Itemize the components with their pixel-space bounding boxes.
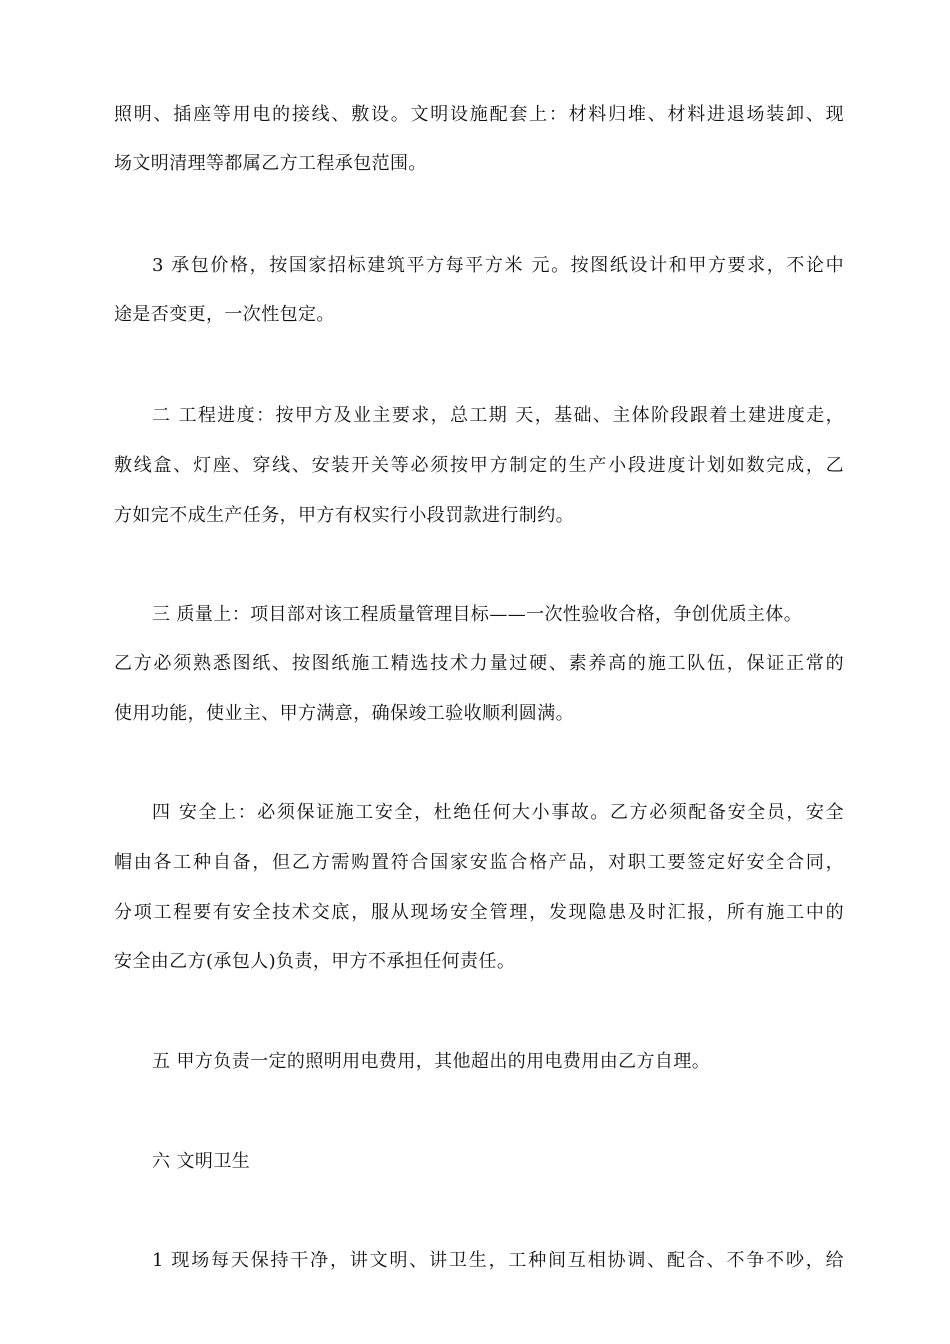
text-line: 1 现场每天保持干净，讲文明、讲卫生，工种间互相协调、配合、不争不吵，给	[152, 1250, 844, 1271]
text-line: 乙方必须熟悉图纸、按图纸施工精选技术力量过硬、素养高的施工队伍，保证正常的	[114, 653, 844, 674]
text-line: 敷线盒、灯座、穿线、安装开关等必须按甲方制定的生产小段进度计划如数完成，乙	[114, 455, 844, 476]
text-line: 二 工程进度：按甲方及业主要求，总工期 天，基础、主体阶段跟着土建进度走，	[152, 405, 844, 426]
text-line: 四 安全上：必须保证施工安全，杜绝任何大小事故。乙方必须配备安全员，安全	[152, 802, 844, 823]
section-heading: 六 文明卫生	[152, 1151, 251, 1172]
text-line: 安全由乙方(承包人)负责，甲方不承担任何责任。	[114, 951, 516, 972]
text-line: 途是否变更，一次性包定。	[114, 304, 335, 325]
text-line: 使用功能，使业主、甲方满意，确保竣工验收顺利圆满。	[114, 703, 574, 724]
text-line: 场文明清理等都属乙方工程承包范围。	[114, 153, 427, 174]
text-line: 五 甲方负责一定的照明用电费用，其他超出的用电费用由乙方自理。	[152, 1051, 711, 1072]
text-line: 三 质量上：项目部对该工程质量管理目标——一次性验收合格，争创优质主体。	[152, 604, 803, 625]
text-line: 3 承包价格，按国家招标建筑平方每平方米 元。按图纸设计和甲方要求，不论中	[152, 255, 844, 276]
text-line: 帽由各工种自备，但乙方需购置符合国家安监合格产品，对职工要签定好安全合同，	[114, 852, 844, 873]
text-line: 方如完不成生产任务，甲方有权实行小段罚款进行制约。	[114, 505, 574, 526]
text-line: 分项工程要有安全技术交底，服从现场安全管理，发现隐患及时汇报，所有施工中的	[114, 902, 844, 923]
text-line: 照明、插座等用电的接线、敷设。文明设施配套上：材料归堆、材料进退场装卸、现	[114, 104, 844, 125]
